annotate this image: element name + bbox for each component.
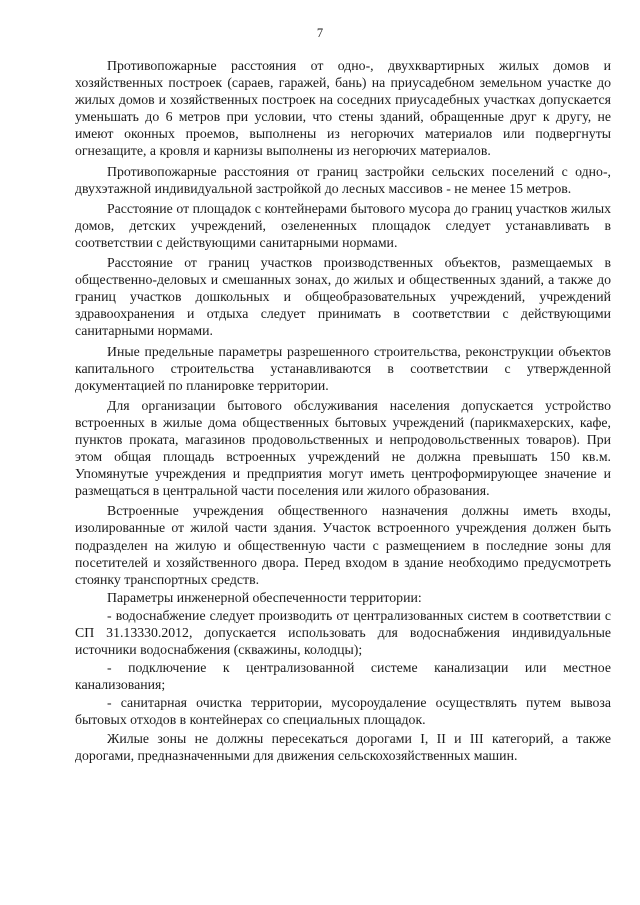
paragraph-fire-distances-households: Противопожарные расстояния от одно-, двухквартирных жилых домов и хозяйственных построек (сараев, гаражей, бань) на приусадебном земельном участке до жилых домов и хозяйственных построек на соседних приусадебных участках допускается уменьшать до 6 метров при условии, что стены зданий, обращенные друг к другу, не имеют оконных проемов, выполнены из негорючих материалов или подвергнуты огнезащите, а кровля и карнизы выполнены из негорючих материалов. <box>75 58 611 159</box>
list-item-sewerage: - подключение к централизованной системе канализации или местное канализования; <box>75 660 611 693</box>
page-number: 7 <box>316 26 324 40</box>
list-item-water-supply: - водоснабжение следует производить от централизованных систем в соответствии с СП 31.13330.2012, допускается использовать для водоснабжения индивидуальные источники водоснабжения (скважины, колодцы); <box>75 607 611 658</box>
paragraph-built-in-services: Для организации бытового обслуживания населения допускается устройство встроенных в жилые дома общественных бытовых учреждений (парикмахерских, кафе, пунктов проката, магазинов продовольственных и непродовольственных товаров). При этом общая площадь встроенных учреждений не должна превышать 150 кв.м. Упомянутые учреждения и предприятия могут иметь центроформирующее значение и размещаться в центральной части поселения или жилого образования. <box>75 397 611 499</box>
paragraph-engineering-heading: Параметры инженерной обеспеченности территории: <box>107 589 422 605</box>
paragraph-fire-distances-forest: Противопожарные расстояния от границ застройки сельских поселений с одно-, двухэтажной индивидуальной застройкой до лесных массивов - не менее 15 метров. <box>75 163 611 196</box>
paragraph-road-restrictions: Жилые зоны не должны пересекаться дорогами I, II и III категорий, а также дорогами, предназначенными для движения сельскохозяйственных машин. <box>75 730 611 763</box>
document-body <box>75 57 611 764</box>
list-item-sanitation: - санитарная очистка территории, мусороудаление осуществлять путем вывоза бытовых отходов в контейнерах со специальных площадок. <box>75 695 611 728</box>
paragraph-built-in-institutions: Встроенные учреждения общественного назначения должны иметь входы, изолированные от жилой части здания. Участок встроенного учреждения должен быть подразделен на жилую и общественную части с размещением в последние зоны для посетителей и хозяйственного двора. Перед входом в здание необходимо предусмотреть стоянку транспортных средств. <box>75 503 611 587</box>
paragraph-construction-parameters: Иные предельные параметры разрешенного строительства, реконструкции объектов капитального строительства устанавливаются в соответствии с утвержденной документацией по планировке территории. <box>75 343 611 393</box>
paragraph-waste-container-distance: Расстояние от площадок с контейнерами бытового мусора до границ участков жилых домов, детских учреждений, озелененных площадок следует устанавливать в соответствии с действующими санитарными нормами. <box>75 200 611 250</box>
paragraph-industrial-distance: Расстояние от границ участков производственных объектов, размещаемых в общественно-деловых и смешанных зонах, до жилых и общественных зданий, а также до границ участков дошкольных и общеобразовательных учреждений, учреждений здравоохранения и отдыха следует принимать в соответствии с действующими санитарными нормами. <box>75 255 611 339</box>
